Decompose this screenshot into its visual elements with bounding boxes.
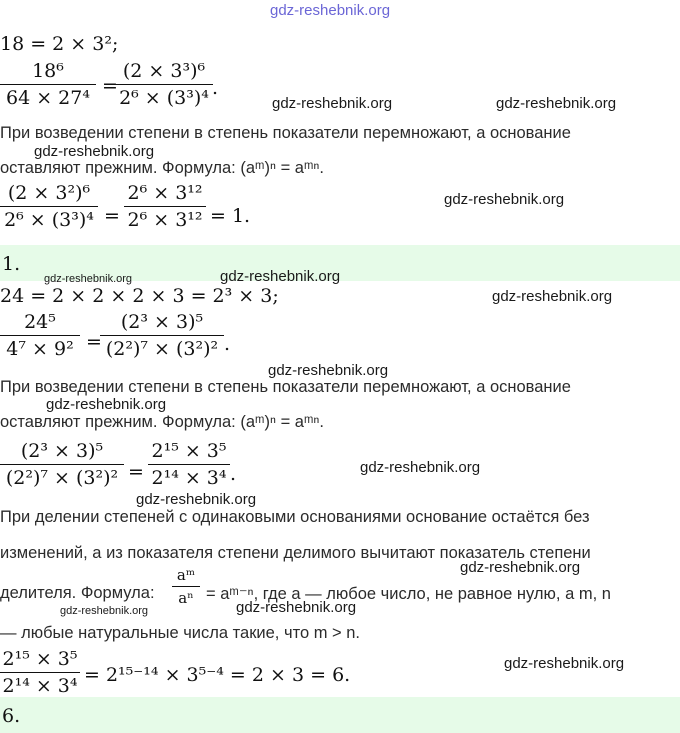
- equals-sign: =: [86, 331, 102, 353]
- fraction-bar: [172, 586, 200, 587]
- numerator: 2⁶ × 3¹²: [127, 182, 203, 204]
- fraction-bar: [0, 84, 96, 85]
- watermark: gdz-reshebnik.org: [444, 191, 565, 208]
- fraction-bar: [0, 335, 80, 336]
- equals-sign: =: [104, 205, 120, 227]
- numerator: aᵐ: [176, 566, 196, 584]
- fraction-rewrite: [115, 60, 213, 109]
- numerator: 2¹⁵ × 3⁵: [2, 648, 78, 670]
- result: = 1.: [210, 205, 251, 227]
- denominator: 2⁶ × (3³)⁴: [4, 209, 94, 231]
- numerator: (2³ × 3)⁵: [20, 440, 104, 462]
- rule-text-line: При возведении степени в степень показатели перемножают, а основание: [0, 378, 571, 396]
- rule-text-line: оставляют прежним. Формула: (aᵐ)ⁿ = aᵐⁿ.: [0, 159, 325, 177]
- denominator: 2⁶ × (3³)⁴: [119, 87, 209, 109]
- division-rule-line: = aᵐ⁻ⁿ, где a — любое число, не равное нулю, а m, n: [206, 585, 611, 603]
- watermark: gdz-reshebnik.org: [272, 95, 393, 112]
- watermark: gdz-reshebnik.org: [220, 268, 341, 285]
- fraction-simplified: [148, 440, 230, 489]
- watermark: gdz-reshebnik.org: [504, 655, 625, 672]
- fraction-rewrite: [100, 311, 224, 360]
- final-result: = 2¹⁵⁻¹⁴ × 3⁵⁻⁴ = 2 × 3 = 6.: [84, 664, 351, 686]
- fraction-bar: [0, 672, 80, 673]
- fraction-step: [0, 182, 98, 231]
- answer-value: 6.: [2, 705, 21, 727]
- numerator: 18⁶: [32, 60, 64, 82]
- period: .: [230, 463, 237, 485]
- watermark: gdz-reshebnik.org: [360, 459, 481, 476]
- watermark: gdz-reshebnik.org: [460, 559, 581, 576]
- watermark: gdz-reshebnik.org: [496, 95, 617, 112]
- fraction-bar: [148, 464, 230, 465]
- period: .: [212, 77, 219, 99]
- denominator: aⁿ: [178, 589, 194, 607]
- numerator: (2³ × 3)⁵: [120, 311, 204, 333]
- denominator: 64 × 27⁴: [6, 87, 90, 109]
- denominator: 2⁶ × 3¹²: [127, 209, 203, 231]
- watermark: gdz-reshebnik.org: [34, 143, 155, 160]
- answer-box-2: [0, 697, 680, 733]
- fraction-bar: [100, 335, 224, 336]
- fraction-formula: [172, 566, 200, 607]
- watermark: gdz-reshebnik.org: [46, 396, 167, 413]
- fraction-final: [0, 648, 80, 697]
- denominator: 2¹⁴ × 3⁴: [2, 675, 78, 697]
- fraction-bar: [115, 84, 213, 85]
- division-rule-line: делителя. Формула:: [0, 584, 155, 602]
- equation-18: 18 = 2 × 3²;: [0, 33, 119, 55]
- fraction-step: [0, 440, 124, 489]
- fraction-simplified: [124, 182, 206, 231]
- watermark: gdz-reshebnik.org: [492, 288, 613, 305]
- equals-sign: =: [128, 461, 144, 483]
- period: .: [224, 333, 231, 355]
- equals-sign: =: [102, 75, 118, 97]
- rule-text-line: оставляют прежним. Формула: (aᵐ)ⁿ = aᵐⁿ.: [0, 413, 325, 431]
- rule-text-line: При возведении степени в степень показатели перемножают, а основание: [0, 124, 571, 142]
- denominator: 4⁷ × 9²: [6, 338, 74, 360]
- answer-value: 1.: [2, 253, 21, 275]
- watermark: gdz-reshebnik.org: [44, 273, 133, 285]
- fraction-24-5: [0, 311, 80, 360]
- fraction-bar: [0, 464, 124, 465]
- numerator: 2¹⁵ × 3⁵: [151, 440, 227, 462]
- division-rule-line: — любые натуральные числа такие, что m > n.: [0, 624, 361, 642]
- division-rule-line: изменений, а из показателя степени делимого вычитают показатель степени: [0, 544, 591, 562]
- watermark: gdz-reshebnik.org: [236, 599, 357, 616]
- fraction-18-6: [0, 60, 96, 109]
- numerator: (2 × 3³)⁶: [122, 60, 206, 82]
- division-rule-line: При делении степеней с одинаковыми основаниями основание остаётся без: [0, 508, 590, 526]
- numerator: (2 × 3²)⁶: [7, 182, 91, 204]
- denominator: (2²)⁷ × (3²)²: [105, 338, 219, 360]
- denominator: 2¹⁴ × 3⁴: [151, 467, 227, 489]
- fraction-bar: [124, 206, 206, 207]
- equation-24: 24 = 2 × 2 × 2 × 3 = 2³ × 3;: [0, 285, 279, 307]
- watermark: gdz-reshebnik.org: [60, 605, 149, 617]
- denominator: (2²)⁷ × (3²)²: [5, 467, 119, 489]
- watermark-top: gdz-reshebnik.org: [270, 2, 391, 19]
- fraction-bar: [0, 206, 98, 207]
- numerator: 24⁵: [24, 311, 56, 333]
- watermark: gdz-reshebnik.org: [268, 362, 389, 379]
- watermark: gdz-reshebnik.org: [136, 491, 257, 508]
